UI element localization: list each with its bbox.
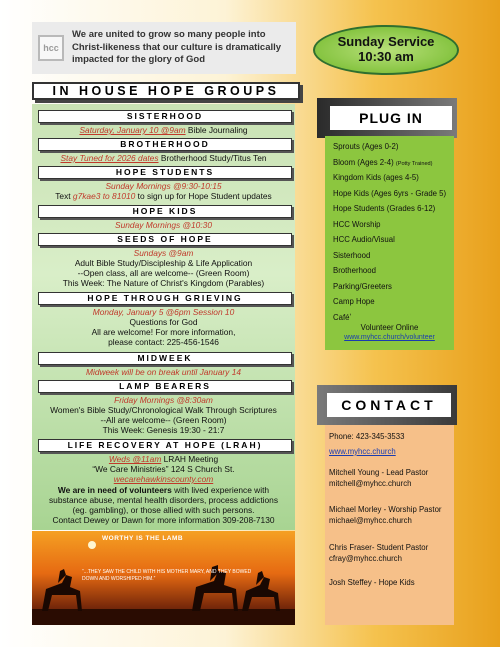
- sunday-service-label: Sunday Service: [337, 34, 435, 50]
- worthy-lamb-photo: [32, 531, 295, 625]
- plug-in-item: [333, 235, 395, 244]
- lrah-vol-bold1: We are in need of: [57, 485, 130, 495]
- sisterhood-desc: Bible Journaling: [185, 125, 248, 135]
- brotherhood-date: Stay Tuned for 2026 dates: [60, 153, 159, 163]
- grieving-line3: please contact: 225-456-1546: [108, 337, 219, 347]
- lrah-line5: Contact Dewey or Dawn for more information 309-208-7130: [52, 515, 275, 525]
- contact-person-name: Josh Steffey - Hope Kids: [329, 578, 415, 587]
- grieving-line1: Questions for God: [129, 317, 198, 327]
- section-hope-kids: HOPE KIDS: [38, 205, 292, 218]
- plug-in-item-label: Hope Kids (Ages 6yrs - Grade 5): [333, 188, 447, 198]
- hope-students-text-prefix: Text: [55, 191, 73, 201]
- seeds-line1: Adult Bible Study/Discipleship & Life Application: [74, 258, 253, 268]
- lrah-line1: “We Care Ministries” 124 S Church St.: [92, 464, 235, 474]
- mission-header: [32, 22, 296, 74]
- brotherhood-desc: Brotherhood Study/Titus Ten: [158, 153, 267, 163]
- section-lrah: LIFE RECOVERY AT HOPE (LRAH): [38, 439, 292, 452]
- contact-person-email[interactable]: cfray@myhcc.church: [329, 553, 402, 563]
- mission-statement: We are united to grow so many people into Christ-likeness that our culture is dramatically impacted for the glory of God: [72, 29, 282, 66]
- grieving-line2: All are welcome! For more information,: [91, 327, 236, 337]
- plug-in-item-label: HCC Audio/Visual: [333, 235, 395, 244]
- sisterhood-date: Saturday, January 10 @9am: [79, 125, 186, 135]
- plug-in-title: PLUG IN: [330, 106, 452, 130]
- plug-in-item: [333, 220, 381, 229]
- lamp-line1: Women's Bible Study/Chronological Walk Through Scriptures: [50, 405, 277, 415]
- lrah-line4: (eg. gambling), or those allied with such persons.: [72, 505, 255, 515]
- lamp-line3: This Week: Genesis 19:30 - 21:7: [102, 425, 225, 435]
- section-midweek: MIDWEEK: [38, 352, 292, 365]
- plug-in-item: [333, 266, 376, 275]
- midweek-note-text: Midweek will be on break until January 14: [85, 367, 242, 377]
- lrah-vol-rest: with lived experience with: [171, 485, 270, 495]
- plug-in-item-label: Sisterhood: [333, 250, 371, 260]
- seeds-line2: --Open class, all are welcome-- (Green Room): [77, 268, 250, 278]
- plug-in-item-label: Hope Students (Grades 6-12): [333, 204, 436, 213]
- section-brotherhood: BROTHERHOOD: [38, 138, 292, 151]
- plug-in-item: [333, 173, 419, 182]
- lamp-time-text: Friday Mornings @8:30am: [114, 395, 213, 405]
- contact-title: CONTACT: [327, 393, 451, 417]
- lrah-line3: substance abuse, mental health disorders, process addictions: [48, 495, 279, 505]
- seeds-line3: This Week: The Nature of Christ's Kingdom (Parables): [62, 278, 265, 288]
- lamp-line2: --All are welcome-- (Green Room): [100, 415, 227, 425]
- section-hope-through-grieving: HOPE THROUGH GRIEVING: [38, 292, 292, 305]
- sunday-service-badge: [313, 25, 459, 75]
- hope-students-time: [32, 181, 295, 192]
- hope-kids-time: [32, 220, 295, 231]
- hope-students-time-text: Sunday Mornings @9:30-10:15: [105, 181, 222, 191]
- section-seeds-of-hope: SEEDS OF HOPE: [38, 233, 292, 246]
- plug-in-item: [333, 189, 446, 198]
- plug-in-item-label: Brotherhood: [333, 266, 376, 275]
- plug-in-item-label: Kingdom Kids (ages 4-5): [333, 173, 419, 182]
- plug-in-item-label: HCC Worship: [333, 219, 381, 229]
- contact-person-email[interactable]: mitchell@myhcc.church: [329, 478, 412, 488]
- sunday-service-time: 10:30 am: [358, 49, 414, 64]
- section-sisterhood: SISTERHOOD: [38, 110, 292, 123]
- plug-in-item: [333, 251, 370, 260]
- plug-in-item: [333, 158, 433, 167]
- volunteer-label: Volunteer Online: [360, 323, 419, 332]
- lrah-link-text[interactable]: wecarehawkinscounty.com: [113, 474, 214, 484]
- contact-person-name: Mitchell Young - Lead Pastor: [329, 468, 429, 477]
- grieving-date: [32, 307, 295, 318]
- contact-phone: Phone: 423-345-3533: [329, 432, 405, 441]
- grieving-date-text: Monday, January 5 @6pm Session 10: [92, 307, 235, 317]
- plug-in-item: [333, 142, 398, 151]
- sisterhood-info: [32, 125, 295, 136]
- volunteer-link[interactable]: www.myhcc.church/volunteer: [344, 334, 435, 341]
- plug-in-item-label: Sprouts (Ages 0-2): [333, 142, 399, 151]
- contact-person-name: Michael Morley - Worship Pastor: [329, 505, 442, 514]
- hope-students-text-suffix: to sign up for Hope Student updates: [135, 191, 272, 201]
- plug-in-item: [333, 297, 375, 306]
- lrah-meeting-label: LRAH Meeting: [161, 454, 219, 464]
- seeds-time-text: Sundays @9am: [133, 248, 194, 258]
- plug-in-item-label: Camp Hope: [333, 297, 375, 306]
- lrah-time: Weds @11am: [108, 454, 162, 464]
- plug-in-item-label: Parking/Greeters: [333, 281, 392, 291]
- plug-in-item: [333, 204, 435, 213]
- lrah-volunteer: [32, 485, 295, 496]
- contact-person-email[interactable]: michael@myhcc.church: [329, 515, 412, 525]
- midweek-note: [32, 367, 295, 378]
- hope-students-code: g7kae3 to 81010: [72, 191, 136, 201]
- lrah-link[interactable]: [32, 474, 295, 485]
- section-lamp-bearers: LAMP BEARERS: [38, 380, 292, 393]
- plug-in-item: [333, 313, 351, 322]
- photo-quote: “...THEY SAW THE CHILD WITH HIS MOTHER MARY, AND THEY BOWED DOWN AND WORSHIPED HIM.”: [82, 569, 252, 582]
- lrah-vol-bold2: volunteers: [129, 485, 172, 495]
- lamp-time: [32, 395, 295, 406]
- section-hope-students: HOPE STUDENTS: [38, 166, 292, 179]
- plug-in-item-label: Bloom (Ages 2-4): [333, 157, 396, 167]
- plug-in-item-label: Caféʼ: [333, 312, 352, 322]
- groups-title: IN HOUSE HOPE GROUPS: [32, 82, 300, 100]
- plug-in-item: [333, 282, 392, 291]
- seeds-time: [32, 248, 295, 259]
- hope-students-text: [32, 191, 295, 202]
- plug-in-item-note: (Potty Trained): [395, 160, 433, 167]
- contact-website[interactable]: www.myhcc.church: [329, 447, 396, 456]
- hcc-logo: hcc: [38, 35, 64, 61]
- photo-banner: WORTHY IS THE LAMB: [102, 535, 184, 542]
- contact-person-name: Chris Fraser- Student Pastor: [329, 543, 429, 552]
- lrah-meeting: [32, 454, 295, 465]
- brotherhood-info: [32, 153, 295, 164]
- hope-kids-time-text: Sunday Mornings @10:30: [115, 220, 212, 230]
